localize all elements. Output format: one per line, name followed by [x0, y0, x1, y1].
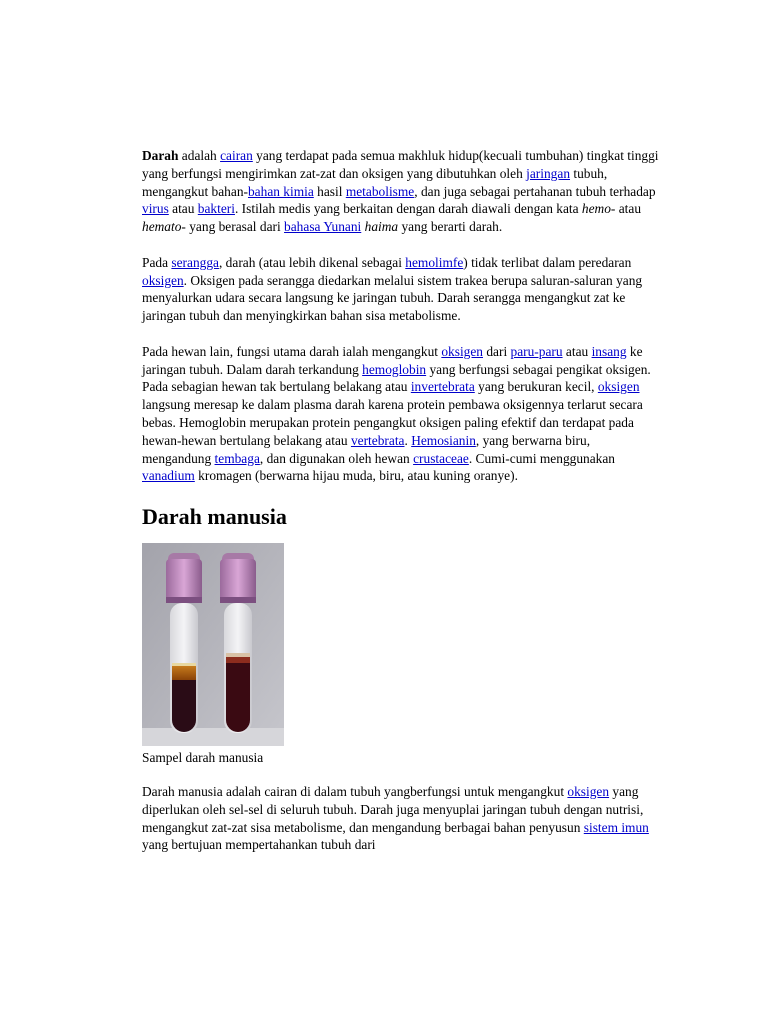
figure-caption: Sampel darah manusia: [142, 750, 264, 766]
link-hemolimfe[interactable]: hemolimfe: [405, 254, 464, 270]
text-run: Darah manusia adalah cairan di dalam tubuh yangberfungsi untuk mengangkut: [142, 783, 568, 799]
document-page: [142, 147, 662, 854]
text-run: , dan juga sebagai pertahanan tubuh terhadap: [414, 183, 656, 199]
text-run: ke jaringan tubuh. Dalam darah terkandung: [142, 343, 643, 377]
text-run: yang berukuran kecil,: [474, 379, 598, 395]
text-run: .: [404, 432, 412, 448]
link-bahasa-yunani[interactable]: bahasa Yunani: [284, 219, 362, 235]
link-vertebrata[interactable]: vertebrata: [350, 432, 405, 448]
text-run: Pada hewan lain, fungsi utama darah ialah mengangkut: [142, 343, 442, 359]
link-metabolisme[interactable]: metabolisme: [345, 183, 415, 199]
link-cairan[interactable]: cairan: [220, 148, 253, 163]
link-bakteri[interactable]: bakteri: [197, 201, 235, 217]
text-run: adalah: [178, 148, 221, 163]
text-run: yang berarti darah.: [398, 219, 503, 235]
text-run: atau: [562, 343, 592, 359]
link-tembaga[interactable]: tembaga: [214, 450, 260, 466]
link-paru-paru[interactable]: paru-paru: [510, 343, 563, 359]
link-vanadium[interactable]: vanadium: [142, 468, 195, 484]
text-run: - atau: [610, 201, 642, 217]
text-run: , yang berwarna biru, mengandung: [142, 432, 591, 466]
text-run: atau: [168, 201, 198, 217]
section-heading: Darah manusia: [142, 504, 287, 530]
text-run: hasil: [313, 183, 346, 199]
link-hemosianin[interactable]: Hemosianin: [411, 432, 476, 448]
link-oksigen[interactable]: oksigen: [142, 272, 184, 288]
link-insang[interactable]: insang: [591, 343, 627, 359]
text-run: langsung meresap ke dalam plasma darah karena protein pembawa oksigennya terlarut secara bebas. Hemoglobin merupakan protein pengangkut oksigen paling efektif dan terdapat pada hewan-hewan bertulang belakang atau: [142, 397, 643, 448]
text-run: . Oksigen pada serangga diedarkan melalui sistem trakea berupa saluran-saluran yang menyalurkan udara secara langsung ke jaringan tubuh. Darah serangga mengangkut zat ke jaringan tubuh dan menyingkirkan bahan sisa metabolisme.: [142, 272, 643, 324]
link-sistem-imun[interactable]: sistem imun: [583, 819, 649, 835]
text-run: yang terdapat pada semua makhluk hidup(kecuali tumbuhan) tingkat tinggi yang berfungsi mengirimkan zat-zat dan oksigen yang dibutuhkan oleh: [142, 148, 659, 181]
link-oksigen[interactable]: oksigen: [597, 379, 640, 395]
link-bahan-kimia[interactable]: bahan kimia: [247, 183, 314, 199]
link-virus[interactable]: virus: [142, 201, 169, 217]
paragraph-insects: [142, 254, 662, 325]
link-serangga[interactable]: serangga: [171, 254, 219, 270]
text-run: ) tidak terlibat dalam peredaran: [463, 254, 632, 270]
text-run: dari: [483, 343, 511, 359]
text-run: tubuh, mengangkut bahan-: [142, 165, 608, 199]
text-run: Pada: [142, 254, 172, 270]
text-run: yang bertujuan mempertahankan tubuh dari: [142, 837, 376, 853]
text-run: , darah (atau lebih dikenal sebagai: [218, 254, 406, 270]
link-oksigen[interactable]: oksigen: [441, 343, 483, 359]
link-oksigen[interactable]: oksigen: [567, 783, 610, 799]
text-run: yang berfungsi sebagai pengikat oksigen. Pada sebagian hewan tak bertulang belakang atau: [142, 361, 651, 395]
italic-term: haima: [364, 219, 399, 235]
paragraph-human-blood: [142, 783, 662, 854]
text-run: - yang berasal dari: [181, 219, 285, 235]
paragraph-intro: [142, 147, 662, 236]
blood-sample-image: [142, 543, 284, 746]
italic-term: hemo: [581, 201, 611, 217]
text-run: . Cumi-cumi menggunakan: [468, 450, 615, 466]
bold-term: Darah: [142, 148, 179, 163]
paragraph-other-animals: [142, 343, 662, 485]
text-run: kromagen (berwarna hijau muda, biru, atau kuning oranye).: [194, 468, 518, 484]
link-invertebrata[interactable]: invertebrata: [410, 379, 475, 395]
text-run: , dan digunakan oleh hewan: [259, 450, 414, 466]
link-hemoglobin[interactable]: hemoglobin: [362, 361, 427, 377]
italic-term: hemato: [142, 219, 182, 235]
blood-tubes-illustration: [142, 543, 284, 746]
link-crustaceae[interactable]: crustaceae: [413, 450, 469, 466]
text-run: . Istilah medis yang berkaitan dengan darah diawali dengan kata: [234, 201, 582, 217]
link-jaringan[interactable]: jaringan: [526, 165, 571, 181]
text-run: yang diperlukan oleh sel-sel di seluruh tubuh. Darah juga menyuplai jaringan tubuh dengan nutrisi, mengangkut zat-zat sisa metabolisme, dan mengandung berbagai bahan penyusun: [142, 783, 644, 835]
